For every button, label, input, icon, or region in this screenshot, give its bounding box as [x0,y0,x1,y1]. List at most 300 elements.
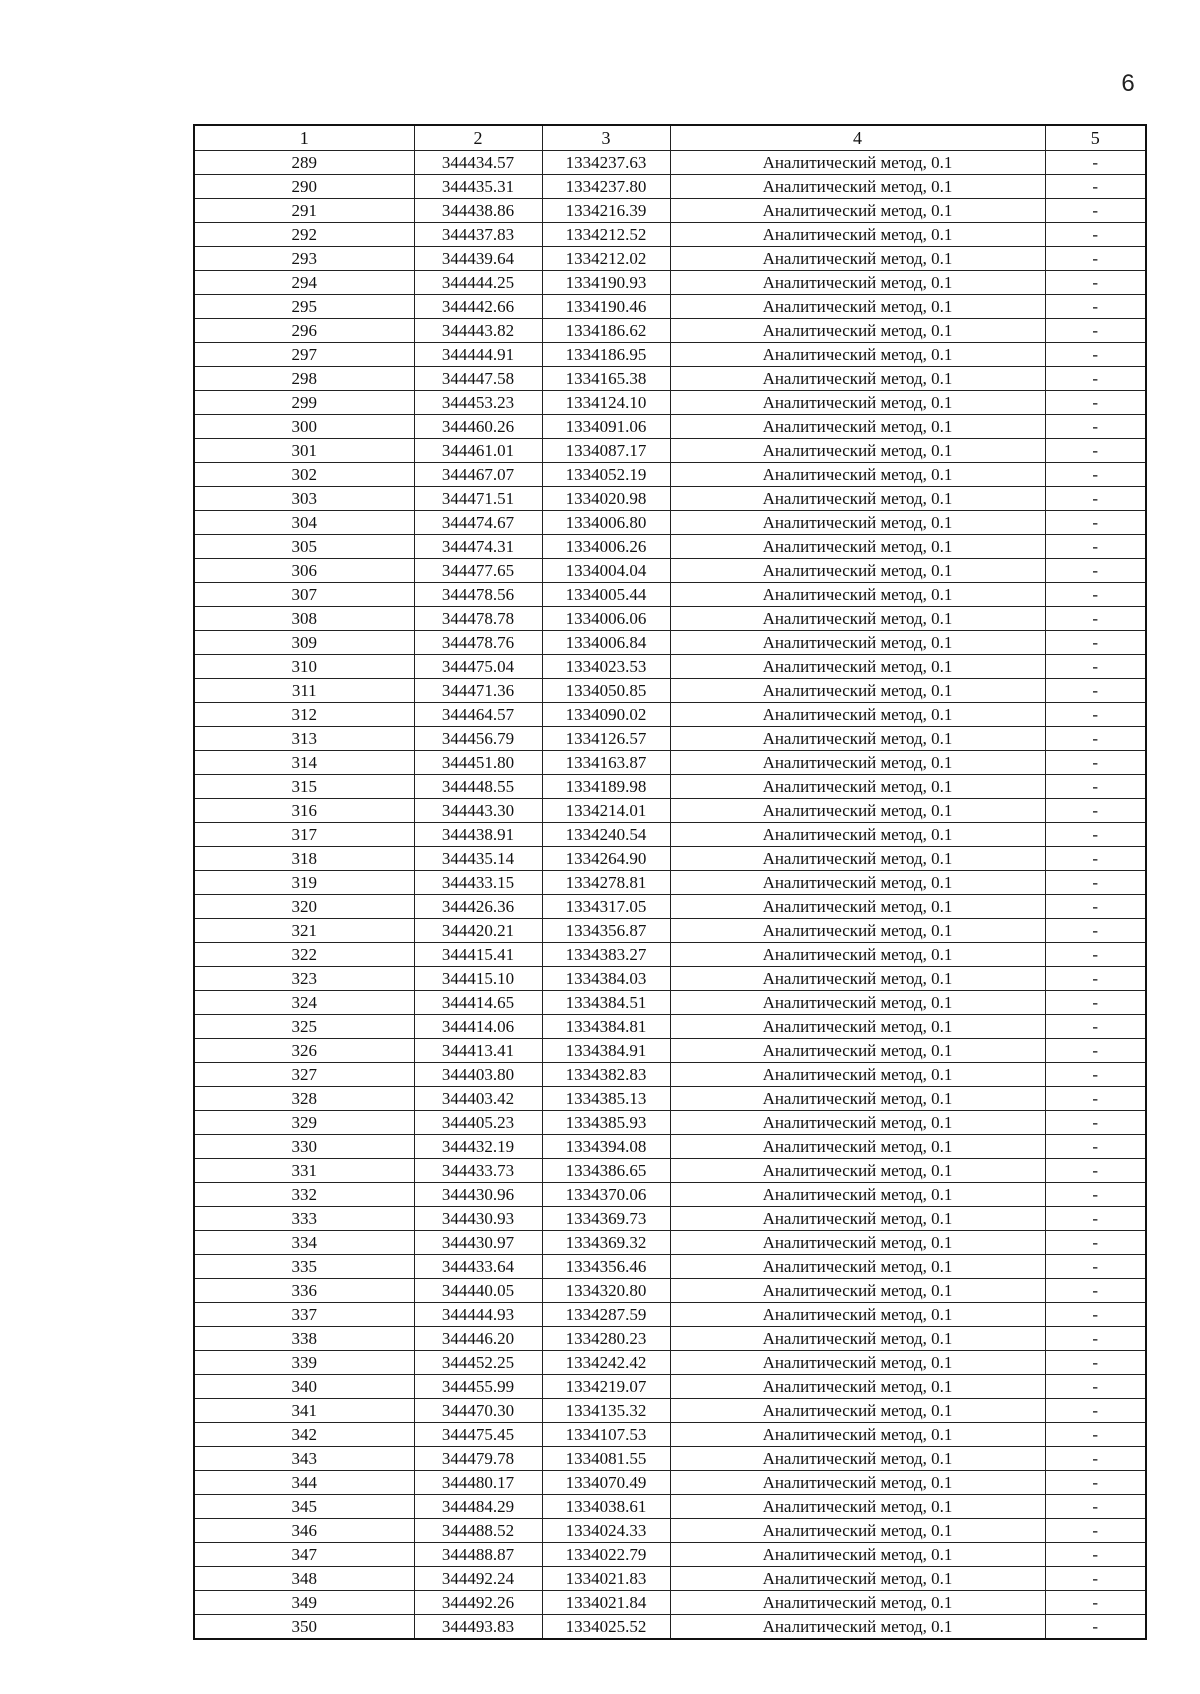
point-number-cell: 304 [194,511,414,535]
method-cell: Аналитический метод, 0.1 [670,943,1045,967]
note-cell: - [1045,991,1146,1015]
x-coordinate-cell: 344440.05 [414,1279,542,1303]
x-coordinate-cell: 344447.58 [414,367,542,391]
note-cell: - [1045,1399,1146,1423]
note-cell: - [1045,1255,1146,1279]
table-row [194,1207,1146,1231]
point-number-cell: 344 [194,1471,414,1495]
point-number-cell: 310 [194,655,414,679]
note-cell: - [1045,1567,1146,1591]
x-coordinate-cell: 344456.79 [414,727,542,751]
method-cell: Аналитический метод, 0.1 [670,559,1045,583]
x-coordinate-cell: 344433.64 [414,1255,542,1279]
column-header: 2 [414,125,542,151]
note-cell: - [1045,1039,1146,1063]
method-cell: Аналитический метод, 0.1 [670,1183,1045,1207]
note-cell: - [1045,1063,1146,1087]
y-coordinate-cell: 1334369.73 [542,1207,670,1231]
table-row [194,1279,1146,1303]
point-number-cell: 347 [194,1543,414,1567]
y-coordinate-cell: 1334216.39 [542,199,670,223]
method-cell: Аналитический метод, 0.1 [670,583,1045,607]
method-cell: Аналитический метод, 0.1 [670,631,1045,655]
y-coordinate-cell: 1334356.87 [542,919,670,943]
x-coordinate-cell: 344478.56 [414,583,542,607]
point-number-cell: 324 [194,991,414,1015]
x-coordinate-cell: 344480.17 [414,1471,542,1495]
point-number-cell: 297 [194,343,414,367]
x-coordinate-cell: 344451.80 [414,751,542,775]
y-coordinate-cell: 1334212.02 [542,247,670,271]
x-coordinate-cell: 344475.45 [414,1423,542,1447]
y-coordinate-cell: 1334383.27 [542,943,670,967]
point-number-cell: 290 [194,175,414,199]
y-coordinate-cell: 1334135.32 [542,1399,670,1423]
table-row [194,199,1146,223]
table-row [194,391,1146,415]
method-cell: Аналитический метод, 0.1 [670,1135,1045,1159]
table-row [194,1183,1146,1207]
note-cell: - [1045,391,1146,415]
y-coordinate-cell: 1334280.23 [542,1327,670,1351]
point-number-cell: 349 [194,1591,414,1615]
method-cell: Аналитический метод, 0.1 [670,247,1045,271]
x-coordinate-cell: 344435.14 [414,847,542,871]
method-cell: Аналитический метод, 0.1 [670,1375,1045,1399]
note-cell: - [1045,1015,1146,1039]
table-row [194,1135,1146,1159]
table-row [194,1615,1146,1640]
x-coordinate-cell: 344442.66 [414,295,542,319]
x-coordinate-cell: 344455.99 [414,1375,542,1399]
y-coordinate-cell: 1334023.53 [542,655,670,679]
x-coordinate-cell: 344430.93 [414,1207,542,1231]
method-cell: Аналитический метод, 0.1 [670,439,1045,463]
y-coordinate-cell: 1334237.63 [542,151,670,175]
note-cell: - [1045,535,1146,559]
point-number-cell: 326 [194,1039,414,1063]
y-coordinate-cell: 1334384.81 [542,1015,670,1039]
note-cell: - [1045,727,1146,751]
note-cell: - [1045,583,1146,607]
note-cell: - [1045,1519,1146,1543]
point-number-cell: 302 [194,463,414,487]
table-row [194,1063,1146,1087]
table-row [194,775,1146,799]
table-row [194,1303,1146,1327]
point-number-cell: 298 [194,367,414,391]
point-number-cell: 320 [194,895,414,919]
method-cell: Аналитический метод, 0.1 [670,1015,1045,1039]
method-cell: Аналитический метод, 0.1 [670,1423,1045,1447]
x-coordinate-cell: 344414.65 [414,991,542,1015]
y-coordinate-cell: 1334242.42 [542,1351,670,1375]
table-row [194,1039,1146,1063]
table-row [194,967,1146,991]
method-cell: Аналитический метод, 0.1 [670,1495,1045,1519]
x-coordinate-cell: 344453.23 [414,391,542,415]
x-coordinate-cell: 344415.10 [414,967,542,991]
note-cell: - [1045,511,1146,535]
point-number-cell: 322 [194,943,414,967]
point-number-cell: 329 [194,1111,414,1135]
page-number: 6 [1121,70,1135,97]
y-coordinate-cell: 1334025.52 [542,1615,670,1640]
x-coordinate-cell: 344461.01 [414,439,542,463]
method-cell: Аналитический метод, 0.1 [670,295,1045,319]
note-cell: - [1045,943,1146,967]
table-row [194,1543,1146,1567]
method-cell: Аналитический метод, 0.1 [670,727,1045,751]
method-cell: Аналитический метод, 0.1 [670,271,1045,295]
point-number-cell: 306 [194,559,414,583]
x-coordinate-cell: 344433.15 [414,871,542,895]
method-cell: Аналитический метод, 0.1 [670,703,1045,727]
table-row [194,1255,1146,1279]
y-coordinate-cell: 1334126.57 [542,727,670,751]
y-coordinate-cell: 1334190.46 [542,295,670,319]
table-row [194,1471,1146,1495]
table-row [194,511,1146,535]
x-coordinate-cell: 344446.20 [414,1327,542,1351]
note-cell: - [1045,1543,1146,1567]
note-cell: - [1045,1615,1146,1640]
y-coordinate-cell: 1334107.53 [542,1423,670,1447]
x-coordinate-cell: 344432.19 [414,1135,542,1159]
point-number-cell: 345 [194,1495,414,1519]
method-cell: Аналитический метод, 0.1 [670,223,1045,247]
x-coordinate-cell: 344474.31 [414,535,542,559]
y-coordinate-cell: 1334006.26 [542,535,670,559]
point-number-cell: 341 [194,1399,414,1423]
x-coordinate-cell: 344430.96 [414,1183,542,1207]
note-cell: - [1045,1423,1146,1447]
point-number-cell: 301 [194,439,414,463]
note-cell: - [1045,679,1146,703]
y-coordinate-cell: 1334386.65 [542,1159,670,1183]
x-coordinate-cell: 344413.41 [414,1039,542,1063]
method-cell: Аналитический метод, 0.1 [670,655,1045,679]
point-number-cell: 299 [194,391,414,415]
y-coordinate-cell: 1334369.32 [542,1231,670,1255]
method-cell: Аналитический метод, 0.1 [670,751,1045,775]
x-coordinate-cell: 344452.25 [414,1351,542,1375]
x-coordinate-cell: 344430.97 [414,1231,542,1255]
method-cell: Аналитический метод, 0.1 [670,1591,1045,1615]
note-cell: - [1045,871,1146,895]
point-number-cell: 333 [194,1207,414,1231]
method-cell: Аналитический метод, 0.1 [670,1207,1045,1231]
method-cell: Аналитический метод, 0.1 [670,175,1045,199]
coordinates-table [193,124,1147,1640]
table-row [194,847,1146,871]
point-number-cell: 339 [194,1351,414,1375]
y-coordinate-cell: 1334385.13 [542,1087,670,1111]
note-cell: - [1045,463,1146,487]
x-coordinate-cell: 344426.36 [414,895,542,919]
y-coordinate-cell: 1334384.51 [542,991,670,1015]
column-header: 5 [1045,125,1146,151]
note-cell: - [1045,1159,1146,1183]
point-number-cell: 307 [194,583,414,607]
point-number-cell: 330 [194,1135,414,1159]
y-coordinate-cell: 1334356.46 [542,1255,670,1279]
table-row [194,871,1146,895]
point-number-cell: 334 [194,1231,414,1255]
x-coordinate-cell: 344493.83 [414,1615,542,1640]
note-cell: - [1045,223,1146,247]
point-number-cell: 296 [194,319,414,343]
note-cell: - [1045,1303,1146,1327]
point-number-cell: 350 [194,1615,414,1640]
point-number-cell: 328 [194,1087,414,1111]
method-cell: Аналитический метод, 0.1 [670,1063,1045,1087]
table-row [194,151,1146,175]
y-coordinate-cell: 1334038.61 [542,1495,670,1519]
method-cell: Аналитический метод, 0.1 [670,319,1045,343]
table-row [194,415,1146,439]
note-cell: - [1045,703,1146,727]
method-cell: Аналитический метод, 0.1 [670,1039,1045,1063]
note-cell: - [1045,1207,1146,1231]
point-number-cell: 338 [194,1327,414,1351]
y-coordinate-cell: 1334090.02 [542,703,670,727]
table-row [194,343,1146,367]
table-row [194,703,1146,727]
table-row [194,319,1146,343]
y-coordinate-cell: 1334081.55 [542,1447,670,1471]
method-cell: Аналитический метод, 0.1 [670,415,1045,439]
method-cell: Аналитический метод, 0.1 [670,991,1045,1015]
x-coordinate-cell: 344475.04 [414,655,542,679]
note-cell: - [1045,1087,1146,1111]
method-cell: Аналитический метод, 0.1 [670,799,1045,823]
y-coordinate-cell: 1334004.04 [542,559,670,583]
method-cell: Аналитический метод, 0.1 [670,1159,1045,1183]
table-row [194,1399,1146,1423]
point-number-cell: 346 [194,1519,414,1543]
point-number-cell: 300 [194,415,414,439]
note-cell: - [1045,247,1146,271]
table-row [194,367,1146,391]
table-row [194,799,1146,823]
note-cell: - [1045,1231,1146,1255]
y-coordinate-cell: 1334186.62 [542,319,670,343]
point-number-cell: 305 [194,535,414,559]
note-cell: - [1045,799,1146,823]
point-number-cell: 331 [194,1159,414,1183]
y-coordinate-cell: 1334052.19 [542,463,670,487]
method-cell: Аналитический метод, 0.1 [670,1303,1045,1327]
point-number-cell: 342 [194,1423,414,1447]
note-cell: - [1045,1447,1146,1471]
point-number-cell: 292 [194,223,414,247]
method-cell: Аналитический метод, 0.1 [670,1567,1045,1591]
y-coordinate-cell: 1334006.80 [542,511,670,535]
note-cell: - [1045,1111,1146,1135]
x-coordinate-cell: 344470.30 [414,1399,542,1423]
table-row [194,1423,1146,1447]
note-cell: - [1045,751,1146,775]
point-number-cell: 309 [194,631,414,655]
method-cell: Аналитический метод, 0.1 [670,823,1045,847]
y-coordinate-cell: 1334394.08 [542,1135,670,1159]
note-cell: - [1045,319,1146,343]
y-coordinate-cell: 1334214.01 [542,799,670,823]
y-coordinate-cell: 1334021.83 [542,1567,670,1591]
point-number-cell: 303 [194,487,414,511]
point-number-cell: 293 [194,247,414,271]
note-cell: - [1045,847,1146,871]
method-cell: Аналитический метод, 0.1 [670,1231,1045,1255]
table-row [194,583,1146,607]
x-coordinate-cell: 344492.24 [414,1567,542,1591]
point-number-cell: 316 [194,799,414,823]
x-coordinate-cell: 344444.91 [414,343,542,367]
point-number-cell: 308 [194,607,414,631]
table-row [194,943,1146,967]
note-cell: - [1045,271,1146,295]
method-cell: Аналитический метод, 0.1 [670,367,1045,391]
table-row [194,655,1146,679]
note-cell: - [1045,1471,1146,1495]
table-row [194,175,1146,199]
note-cell: - [1045,631,1146,655]
method-cell: Аналитический метод, 0.1 [670,535,1045,559]
point-number-cell: 337 [194,1303,414,1327]
method-cell: Аналитический метод, 0.1 [670,391,1045,415]
method-cell: Аналитический метод, 0.1 [670,1519,1045,1543]
x-coordinate-cell: 344443.30 [414,799,542,823]
note-cell: - [1045,775,1146,799]
table-row [194,1231,1146,1255]
note-cell: - [1045,1279,1146,1303]
point-number-cell: 340 [194,1375,414,1399]
table-row [194,1159,1146,1183]
table-row [194,1111,1146,1135]
table-row [194,463,1146,487]
x-coordinate-cell: 344478.76 [414,631,542,655]
table-row [194,823,1146,847]
x-coordinate-cell: 344415.41 [414,943,542,967]
method-cell: Аналитический метод, 0.1 [670,487,1045,511]
note-cell: - [1045,415,1146,439]
method-cell: Аналитический метод, 0.1 [670,1471,1045,1495]
point-number-cell: 315 [194,775,414,799]
y-coordinate-cell: 1334006.84 [542,631,670,655]
point-number-cell: 319 [194,871,414,895]
y-coordinate-cell: 1334020.98 [542,487,670,511]
table-row [194,559,1146,583]
y-coordinate-cell: 1334320.80 [542,1279,670,1303]
y-coordinate-cell: 1334385.93 [542,1111,670,1135]
table-row [194,247,1146,271]
table-body [194,151,1146,1640]
x-coordinate-cell: 344437.83 [414,223,542,247]
method-cell: Аналитический метод, 0.1 [670,1351,1045,1375]
point-number-cell: 336 [194,1279,414,1303]
y-coordinate-cell: 1334370.06 [542,1183,670,1207]
x-coordinate-cell: 344444.25 [414,271,542,295]
y-coordinate-cell: 1334212.52 [542,223,670,247]
method-cell: Аналитический метод, 0.1 [670,1111,1045,1135]
x-coordinate-cell: 344471.51 [414,487,542,511]
method-cell: Аналитический метод, 0.1 [670,1255,1045,1279]
x-coordinate-cell: 344444.93 [414,1303,542,1327]
note-cell: - [1045,919,1146,943]
y-coordinate-cell: 1334006.06 [542,607,670,631]
table-row [194,439,1146,463]
x-coordinate-cell: 344474.67 [414,511,542,535]
table-row [194,991,1146,1015]
x-coordinate-cell: 344477.65 [414,559,542,583]
note-cell: - [1045,439,1146,463]
y-coordinate-cell: 1334070.49 [542,1471,670,1495]
column-header: 4 [670,125,1045,151]
table-header-row [194,125,1146,151]
note-cell: - [1045,175,1146,199]
note-cell: - [1045,655,1146,679]
point-number-cell: 335 [194,1255,414,1279]
method-cell: Аналитический метод, 0.1 [670,1615,1045,1640]
x-coordinate-cell: 344435.31 [414,175,542,199]
y-coordinate-cell: 1334382.83 [542,1063,670,1087]
note-cell: - [1045,487,1146,511]
point-number-cell: 289 [194,151,414,175]
y-coordinate-cell: 1334050.85 [542,679,670,703]
x-coordinate-cell: 344460.26 [414,415,542,439]
y-coordinate-cell: 1334005.44 [542,583,670,607]
table-row [194,679,1146,703]
y-coordinate-cell: 1334024.33 [542,1519,670,1543]
x-coordinate-cell: 344433.73 [414,1159,542,1183]
point-number-cell: 318 [194,847,414,871]
y-coordinate-cell: 1334124.10 [542,391,670,415]
y-coordinate-cell: 1334278.81 [542,871,670,895]
method-cell: Аналитический метод, 0.1 [670,1447,1045,1471]
point-number-cell: 295 [194,295,414,319]
table-row [194,895,1146,919]
x-coordinate-cell: 344403.42 [414,1087,542,1111]
point-number-cell: 317 [194,823,414,847]
note-cell: - [1045,607,1146,631]
x-coordinate-cell: 344471.36 [414,679,542,703]
y-coordinate-cell: 1334021.84 [542,1591,670,1615]
method-cell: Аналитический метод, 0.1 [670,919,1045,943]
y-coordinate-cell: 1334163.87 [542,751,670,775]
table-row [194,1567,1146,1591]
column-header: 3 [542,125,670,151]
x-coordinate-cell: 344403.80 [414,1063,542,1087]
table-row [194,1591,1146,1615]
point-number-cell: 312 [194,703,414,727]
x-coordinate-cell: 344439.64 [414,247,542,271]
table-row [194,919,1146,943]
note-cell: - [1045,1375,1146,1399]
note-cell: - [1045,1591,1146,1615]
y-coordinate-cell: 1334317.05 [542,895,670,919]
point-number-cell: 327 [194,1063,414,1087]
table-row [194,751,1146,775]
table-row [194,1327,1146,1351]
note-cell: - [1045,367,1146,391]
method-cell: Аналитический метод, 0.1 [670,1279,1045,1303]
table-row [194,487,1146,511]
table-row [194,727,1146,751]
y-coordinate-cell: 1334240.54 [542,823,670,847]
note-cell: - [1045,895,1146,919]
method-cell: Аналитический метод, 0.1 [670,463,1045,487]
